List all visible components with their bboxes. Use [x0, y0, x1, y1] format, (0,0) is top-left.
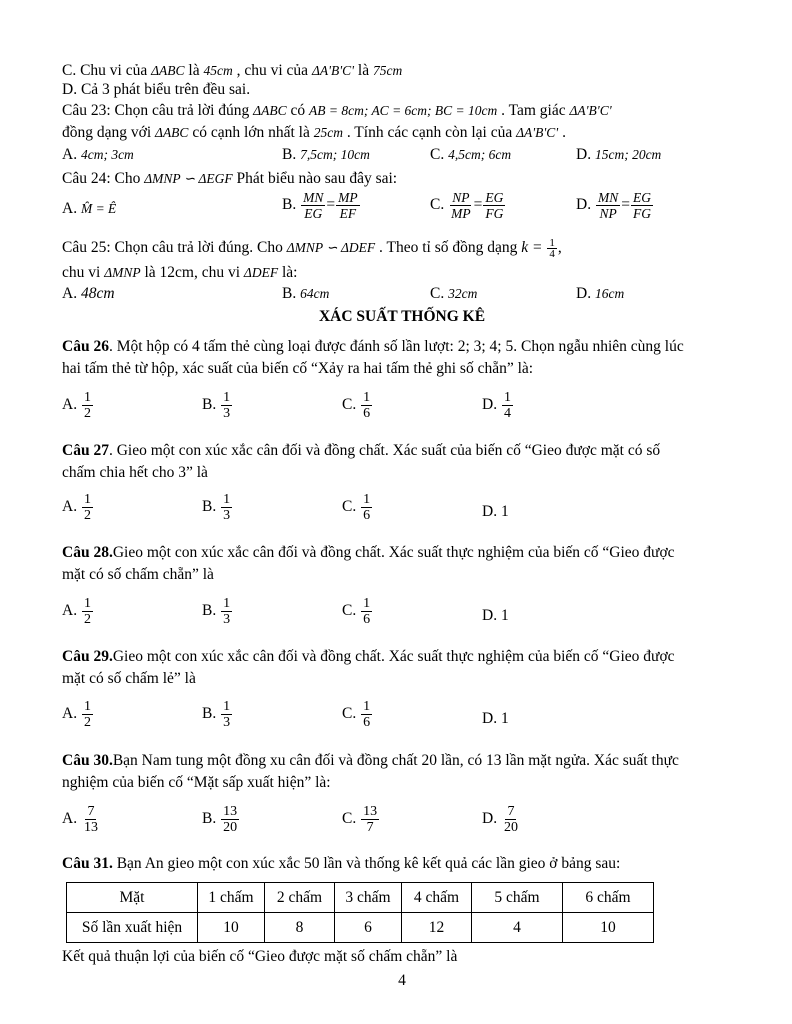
- numerator: 1: [223, 492, 231, 507]
- fraction: [221, 390, 232, 421]
- q25-option-a: [62, 285, 115, 303]
- question-label: Câu 28.: [62, 544, 113, 561]
- math: ΔMNP ∽ ΔEGF: [144, 171, 233, 186]
- text: A.: [62, 705, 78, 723]
- q25-option-d: [576, 285, 624, 303]
- text: có cạnh lớn nhất là: [188, 124, 314, 141]
- denominator: 6: [363, 715, 371, 730]
- math: 32cm: [448, 286, 478, 301]
- text: .: [558, 124, 566, 141]
- text: C.: [342, 705, 357, 723]
- question-24: [62, 170, 397, 188]
- denominator: 3: [223, 508, 231, 523]
- denominator: 2: [83, 508, 91, 523]
- option-c-q22: [62, 62, 402, 80]
- table-cell: 5 chấm: [472, 883, 563, 913]
- table-cell: 1 chấm: [198, 883, 265, 913]
- text: A.: [62, 602, 78, 620]
- numerator: MN: [597, 190, 619, 205]
- fraction: [361, 596, 372, 627]
- text: B.: [202, 810, 217, 828]
- text: C. Chu vi của: [62, 62, 152, 79]
- text: B.: [202, 498, 217, 516]
- q29-option-b: [202, 699, 233, 730]
- math: AB = 8cm; AC = 6cm; BC = 10cm: [308, 103, 498, 118]
- text: . Một hộp có 4 tấm thẻ cùng loại được đánh số lần lượt: 2; 3; 4; 5. Chọn ngẫu nhiên cùng lúc: [108, 338, 684, 355]
- text: B.: [202, 396, 217, 414]
- q26-option-b: [202, 390, 233, 421]
- math: ΔMNP: [104, 265, 141, 280]
- math: 25cm: [313, 125, 343, 140]
- math: 45cm: [203, 63, 233, 78]
- math: ΔABC: [155, 125, 189, 140]
- fraction: [221, 699, 232, 730]
- math: ΔA'B'C': [311, 63, 355, 78]
- text: là: [184, 62, 204, 79]
- question-31-line2: [62, 948, 457, 966]
- numerator: 1: [549, 237, 555, 249]
- question-26-line1: [62, 338, 684, 356]
- denominator: 4: [503, 406, 511, 421]
- math: ΔABC: [253, 103, 287, 118]
- table-cell: 10: [563, 913, 654, 943]
- fraction: [221, 804, 239, 835]
- denominator: 20: [223, 820, 238, 835]
- text: D.: [576, 146, 595, 163]
- question-label: Câu 26: [62, 338, 109, 355]
- denominator: 2: [83, 406, 91, 421]
- numerator: 13: [223, 804, 238, 819]
- table-cell: 8: [265, 913, 335, 943]
- q23-option-c: [430, 146, 511, 164]
- dice-result-table: [66, 882, 654, 943]
- table-cell: Số lần xuất hiện: [67, 913, 198, 943]
- text: A.: [62, 498, 78, 516]
- denominator: 6: [363, 508, 371, 523]
- math: ΔA'B'C': [516, 125, 559, 140]
- math: M̂ = Ê: [80, 201, 117, 216]
- equals: =: [326, 196, 336, 214]
- question-28-line1: [62, 544, 675, 562]
- question-29-line1: [62, 648, 675, 666]
- table-cell: 10: [198, 913, 265, 943]
- q29-option-d: D. 1: [482, 710, 509, 727]
- denominator: 6: [363, 406, 371, 421]
- text: C.: [342, 396, 357, 414]
- text: , chu vi của: [232, 62, 312, 79]
- text: Gieo một con xúc xắc cân đối và đồng chất. Xác suất thực nghiệm của biến cố “Gieo được: [112, 648, 675, 665]
- q30-option-d: [482, 804, 521, 835]
- question-23-line1: [62, 102, 612, 120]
- fraction: [596, 190, 620, 221]
- text: . Gieo một con xúc xắc cân đối và đồng chất. Xác suất của biến cố “Gieo được mặt có số: [108, 442, 661, 459]
- text: Câu 25: Chọn câu trả lời đúng. Cho: [62, 239, 287, 257]
- math: ΔA'B'C': [569, 103, 612, 118]
- text: C.: [342, 810, 357, 828]
- numerator: 1: [83, 699, 91, 714]
- text: là: [354, 62, 373, 79]
- denominator: 3: [223, 406, 231, 421]
- math: 7,5cm; 10cm: [300, 147, 370, 162]
- denominator: FG: [632, 206, 651, 221]
- text: D.: [576, 196, 595, 214]
- denominator: 3: [223, 612, 231, 627]
- text: D.: [576, 285, 595, 302]
- text: nghiệm của biến cố “Mặt sấp xuất hiện” là:: [62, 774, 331, 791]
- numerator: MP: [338, 190, 358, 205]
- text: Bạn An gieo một con xúc xắc 50 lần và thống kê kết quả các lần gieo ở bảng sau:: [112, 855, 621, 872]
- text: A.: [62, 396, 78, 414]
- denominator: EF: [339, 206, 357, 221]
- fraction: [502, 804, 520, 835]
- text: có: [286, 102, 309, 119]
- text: B.: [202, 602, 217, 620]
- q23-option-b: [282, 146, 370, 164]
- text: chu vi: [62, 264, 105, 281]
- numerator: 1: [503, 390, 511, 405]
- text: chấm chia hết cho 3” là: [62, 464, 208, 481]
- math: 15cm; 20cm: [594, 147, 662, 162]
- q26-option-c: [342, 390, 373, 421]
- fraction: [361, 699, 372, 730]
- section-heading: XÁC SUẤT THỐNG KÊ: [318, 308, 486, 325]
- math: 64cm: [300, 286, 330, 301]
- q24-option-a: [62, 200, 116, 218]
- text: C.: [342, 602, 357, 620]
- numerator: 1: [223, 596, 231, 611]
- denominator: NP: [599, 206, 617, 221]
- q25-option-b: [282, 285, 329, 303]
- fraction: [221, 492, 232, 523]
- numerator: 1: [223, 390, 231, 405]
- numerator: MN: [303, 190, 324, 205]
- fraction: [502, 390, 513, 421]
- text: D. Cả 3 phát biểu trên đều sai.: [62, 81, 251, 98]
- math: 16cm: [594, 286, 625, 301]
- fraction: [361, 492, 372, 523]
- fraction: [483, 190, 505, 221]
- denominator: 7: [366, 820, 374, 835]
- table-cell: 6: [335, 913, 402, 943]
- fraction: [221, 596, 232, 627]
- question-26-line2: [62, 360, 533, 378]
- q28-option-a: [62, 596, 94, 627]
- q23-option-d: [576, 146, 661, 164]
- denominator: 3: [223, 715, 231, 730]
- numerator: 7: [87, 804, 95, 819]
- question-27-line2: [62, 464, 208, 482]
- table-cell: 4 chấm: [402, 883, 472, 913]
- numerator: 1: [83, 596, 91, 611]
- numerator: 13: [363, 804, 378, 819]
- fraction: [82, 390, 93, 421]
- fraction: [82, 699, 93, 730]
- table-row: [67, 913, 654, 943]
- fraction: [336, 190, 360, 221]
- math: ΔABC: [151, 63, 185, 78]
- text: mặt có số chấm lẻ” là: [62, 670, 196, 687]
- fraction: [449, 190, 473, 221]
- text: D.: [482, 810, 498, 828]
- numerator: 1: [363, 390, 371, 405]
- numerator: 1: [223, 699, 231, 714]
- option-d-q22: [62, 81, 250, 99]
- q23-option-a: [62, 146, 134, 164]
- question-label: Câu 29.: [62, 648, 113, 665]
- q29-option-c: [342, 699, 373, 730]
- q27-option-d: D. 1: [482, 503, 509, 520]
- text: mặt có số chấm chẵn” là: [62, 566, 214, 583]
- denominator: 2: [83, 715, 91, 730]
- math: 48cm: [80, 285, 115, 302]
- question-25-line1: [62, 238, 562, 259]
- question-30-line1: [62, 752, 679, 770]
- text: A.: [62, 285, 81, 302]
- text: . Theo tỉ số đồng dạng: [375, 239, 522, 257]
- text: C.: [430, 285, 449, 302]
- question-27-line1: [62, 442, 660, 460]
- q26-option-a: [62, 390, 94, 421]
- question-30-line2: [62, 774, 331, 792]
- table-cell: 6 chấm: [563, 883, 654, 913]
- fraction: [82, 596, 93, 627]
- question-25-line2: [62, 264, 297, 282]
- text: là 12cm, chu vi: [140, 264, 244, 281]
- denominator: FG: [485, 206, 504, 221]
- denominator: EG: [304, 206, 323, 221]
- text: hai tấm thẻ từ hộp, xác suất của biến cố “Xảy ra hai tấm thẻ ghi số chẵn” là:: [62, 360, 534, 377]
- q28-option-c: [342, 596, 373, 627]
- denominator: 2: [83, 612, 91, 627]
- question-28-line2: [62, 566, 214, 584]
- fraction: [301, 190, 325, 221]
- fraction: [361, 804, 379, 835]
- question-label: Câu 30.: [62, 752, 113, 769]
- table-row: [67, 883, 654, 913]
- q29-option-a: [62, 699, 94, 730]
- q27-option-c: [342, 492, 373, 523]
- numerator: EG: [632, 190, 651, 205]
- math: 4,5cm; 6cm: [448, 147, 512, 162]
- denominator: 6: [363, 612, 371, 627]
- denominator: MP: [451, 206, 471, 221]
- question-label: Câu 31.: [62, 855, 113, 872]
- text: Gieo một con xúc xắc cân đối và đồng chất. Xác suất thực nghiệm của biến cố “Gieo được: [112, 544, 675, 561]
- text: C.: [342, 498, 357, 516]
- fraction: [82, 492, 93, 523]
- text: B.: [282, 196, 301, 214]
- numerator: 1: [83, 492, 91, 507]
- table-cell: 3 chấm: [335, 883, 402, 913]
- q24-option-d: [576, 190, 654, 221]
- numerator: 1: [363, 492, 371, 507]
- math: ΔMNP ∽ ΔDEF: [286, 240, 376, 256]
- math: 75cm: [372, 63, 403, 78]
- text: A.: [62, 146, 81, 163]
- math: 4cm; 3cm: [80, 147, 134, 162]
- q25-option-c: [430, 285, 477, 303]
- equals: =: [473, 196, 483, 214]
- text: Câu 24: Cho: [62, 170, 145, 187]
- text: A.: [62, 200, 81, 217]
- numerator: EG: [485, 190, 504, 205]
- denominator: 20: [503, 820, 518, 835]
- q28-option-b: [202, 596, 233, 627]
- denominator: 13: [83, 820, 98, 835]
- math: k =: [521, 239, 547, 257]
- numerator: NP: [452, 190, 470, 205]
- question-29-line2: [62, 670, 196, 688]
- text: A.: [62, 810, 78, 828]
- numerator: 7: [507, 804, 515, 819]
- text: . Tam giác: [497, 102, 570, 119]
- q30-option-c: [342, 804, 380, 835]
- numerator: 1: [83, 390, 91, 405]
- fraction: [547, 238, 557, 259]
- text: ,: [557, 239, 562, 257]
- text: C.: [430, 196, 449, 214]
- text: B.: [202, 705, 217, 723]
- q30-option-a: [62, 804, 101, 835]
- equals: =: [621, 196, 630, 214]
- q27-option-a: [62, 492, 94, 523]
- q30-option-b: [202, 804, 240, 835]
- table-cell: Mặt: [67, 883, 198, 913]
- text: B.: [282, 285, 301, 302]
- table-cell: 2 chấm: [265, 883, 335, 913]
- table-cell: 12: [402, 913, 472, 943]
- text: D.: [482, 396, 498, 414]
- page-number: 4: [398, 972, 406, 989]
- fraction: [361, 390, 372, 421]
- text: C.: [430, 146, 449, 163]
- fraction: [631, 190, 653, 221]
- text: Phát biểu nào sau đây sai:: [232, 170, 398, 187]
- fraction: [82, 804, 100, 835]
- text: đồng dạng với: [62, 124, 156, 141]
- text: là:: [278, 264, 298, 281]
- question-23-line2: [62, 124, 566, 142]
- text: B.: [282, 146, 301, 163]
- math: ΔDEF: [243, 265, 279, 280]
- q26-option-d: [482, 390, 514, 421]
- text: Kết quả thuận lợi của biến cố “Gieo được mặt số chấm chẵn” là: [62, 948, 458, 965]
- text: Bạn Nam tung một đồng xu cân đối và đồng chất 20 lần, có 13 lần mặt ngửa. Xác suất thực: [112, 752, 679, 769]
- numerator: 1: [363, 596, 371, 611]
- q28-option-d: D. 1: [482, 607, 509, 624]
- q24-option-b: [282, 190, 361, 221]
- numerator: 1: [363, 699, 371, 714]
- text: Câu 23: Chọn câu trả lời đúng: [62, 102, 254, 119]
- q24-option-c: [430, 190, 506, 221]
- text: . Tính các cạnh còn lại của: [342, 124, 517, 141]
- question-31-line1: [62, 855, 620, 873]
- q27-option-b: [202, 492, 233, 523]
- question-label: Câu 27: [62, 442, 109, 459]
- denominator: 4: [549, 248, 555, 260]
- table-cell: 4: [472, 913, 563, 943]
